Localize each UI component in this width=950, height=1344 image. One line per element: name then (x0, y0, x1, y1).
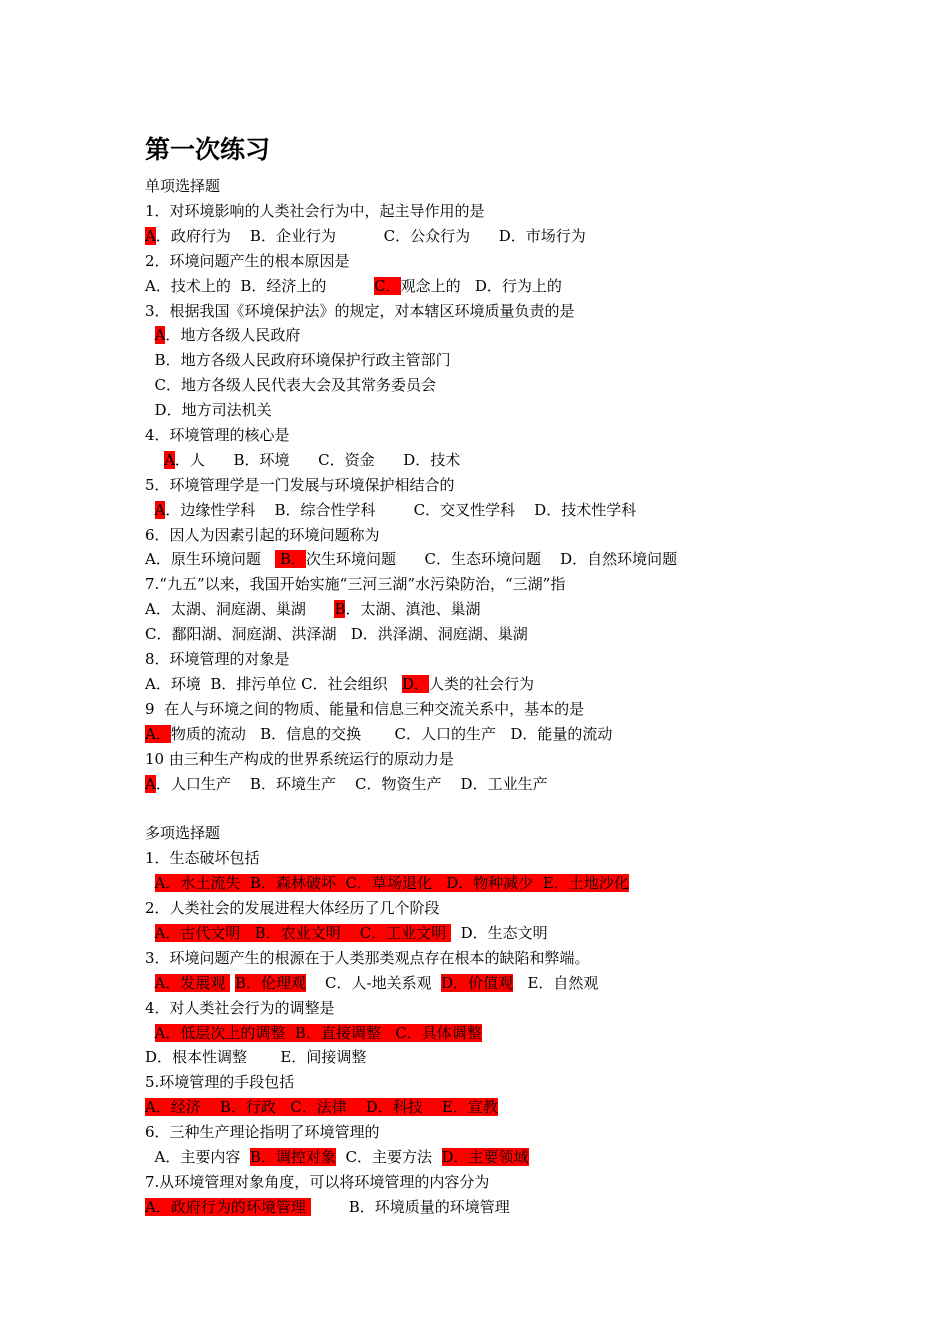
question-text: 7.从环境管理对象角度，可以将环境管理的内容分为 (145, 1173, 490, 1191)
option-text: C．人-地关系观 (305, 974, 442, 992)
answer-highlight: B．调控对象 (249, 1148, 336, 1166)
option-text: C．地方各级人民代表大会及其常务委员会 (154, 376, 437, 394)
answer-highlight: A．水土流失 B．森林破坏 C．草场退化 D．物种减少 E．土地沙化 (154, 874, 629, 892)
section-header-single: 单项选择题 (145, 177, 221, 195)
option-line (145, 1195, 510, 1220)
answer-highlight: B． (275, 550, 306, 568)
option-text: E．自然观 (513, 974, 599, 992)
option-line (145, 772, 548, 797)
option-text: D．根本性调整 E．间接调整 (145, 1048, 367, 1066)
answer-highlight: A．政府行为的环境管理 (145, 1198, 311, 1216)
option-text: A．环境 B．排污单位 C．社会组织 (145, 675, 402, 693)
option-line (145, 722, 612, 747)
option-line (145, 597, 481, 622)
option-text: ．政府行为 B．企业行为 C．公众行为 D．市场行为 (155, 227, 586, 245)
option-text: B．环境质量的环境管理 (310, 1198, 510, 1216)
option-line (145, 323, 300, 348)
option-line (145, 274, 562, 299)
answer-highlight: A (164, 451, 175, 469)
option-text: D．地方司法机关 (154, 401, 272, 419)
option-line (145, 971, 598, 996)
question-text: 6．因人为因素引起的环境问题称为 (145, 526, 380, 544)
option-line (145, 398, 272, 423)
option-line (145, 1045, 366, 1070)
option-line (145, 498, 636, 523)
question-text: 3．环境问题产生的根源在于人类那类观点存在根本的缺陷和弊端。 (145, 949, 590, 967)
option-line (145, 373, 436, 398)
answer-highlight: A (154, 501, 166, 519)
option-text: A．原生环境问题 (145, 550, 276, 568)
option-text (145, 401, 155, 419)
option-line (145, 871, 629, 896)
option-line (145, 547, 677, 572)
question-text: 2．人类社会的发展进程大体经历了几个阶段 (145, 899, 440, 917)
question-text: 8．环境管理的对象是 (145, 650, 290, 668)
option-text: 人类的社会行为 (428, 675, 534, 693)
question-text: 7.“九五”以来，我国开始实施“三河三湖”水污染防治，“三湖”指 (145, 575, 566, 593)
option-text: 物质的流动 B．信息的交换 C．人口的生产 D．能量的流动 (170, 725, 613, 743)
page-title: 第一次练习 (145, 135, 271, 164)
option-text: ．边缘性学科 B．综合性学科 C．交叉性学科 D．技术性学科 (165, 501, 637, 519)
option-text: A．太湖、洞庭湖、巢湖 (145, 600, 335, 618)
question-text: 3．根据我国《环境保护法》的规定，对本辖区环境质量负责的是 (145, 302, 575, 320)
option-text (145, 326, 155, 344)
answer-highlight: A．古代文明 B．农业文明 C．工业文明 (154, 924, 452, 942)
question-text: 6．三种生产理论指明了环境管理的 (145, 1123, 380, 1141)
question-text: 5.环境管理的手段包括 (145, 1073, 295, 1091)
question-text: 4．环境管理的核心是 (145, 426, 290, 444)
option-text (145, 974, 155, 992)
answer-highlight: C． (374, 277, 401, 295)
option-text: ．太湖、滇池、巢湖 (345, 600, 481, 618)
answer-highlight: A (154, 326, 166, 344)
option-line (145, 348, 451, 373)
answer-highlight: A．发展观 (154, 974, 231, 992)
option-line (145, 921, 548, 946)
answer-highlight: A (145, 227, 156, 245)
question-text: 10 由三种生产构成的世界系统运行的原动力是 (145, 750, 454, 768)
option-line (145, 1145, 529, 1170)
question-text: 1．生态破坏包括 (145, 849, 260, 867)
option-text (145, 874, 155, 892)
question-text: 9 在人与环境之间的物质、能量和信息三种交流关系中，基本的是 (145, 700, 585, 718)
option-line (145, 672, 534, 697)
question-text: 2．环境问题产生的根本原因是 (145, 252, 350, 270)
option-line (145, 448, 460, 473)
option-line (145, 622, 528, 647)
option-text (145, 351, 155, 369)
option-text (145, 501, 155, 519)
answer-highlight: A． (145, 725, 171, 743)
option-line (145, 1021, 482, 1046)
answer-highlight: A (145, 775, 156, 793)
answer-highlight: B (334, 600, 346, 618)
option-text: B．地方各级人民政府环境保护行政主管部门 (154, 351, 451, 369)
option-text: C．鄱阳湖、洞庭湖、洪泽湖 D．洪泽湖、洞庭湖、巢湖 (145, 625, 528, 643)
option-text: 观念上的 D．行为上的 (400, 277, 562, 295)
option-text (145, 1024, 155, 1042)
option-text: ．人口生产 B．环境生产 C．物资生产 D．工业生产 (155, 775, 548, 793)
option-text (145, 376, 155, 394)
answer-highlight: D． (401, 675, 429, 693)
answer-highlight: D．主要领域 (441, 1148, 529, 1166)
option-text (145, 451, 164, 469)
section-header-multi: 多项选择题 (145, 824, 221, 842)
option-text: D．生态文明 (451, 924, 548, 942)
option-text: A．主要内容 (145, 1148, 250, 1166)
question-text: 1．对环境影响的人类社会行为中，起主导作用的是 (145, 202, 485, 220)
answer-highlight: D．价值观 (441, 974, 514, 992)
option-line (145, 224, 586, 249)
option-text: ．人 B．环境 C．资金 D．技术 (174, 451, 461, 469)
option-text (145, 924, 155, 942)
question-text: 4．对人类社会行为的调整是 (145, 999, 335, 1017)
option-text: C．主要方法 (335, 1148, 442, 1166)
answer-highlight: A．低层次上的调整 B．直接调整 C．具体调整 (154, 1024, 482, 1042)
option-text: 次生环境问题 C．生态环境问题 D．自然环境问题 (305, 550, 678, 568)
question-text: 5．环境管理学是一门发展与环境保护相结合的 (145, 476, 455, 494)
answer-highlight: A．经济 B．行政 C．法律 D．科技 E．宣教 (145, 1098, 498, 1116)
option-text: A．技术上的 B．经济上的 (145, 277, 375, 295)
option-line (145, 1095, 498, 1120)
option-text: ．地方各级人民政府 (165, 326, 301, 344)
answer-highlight: B．伦理观 (234, 974, 306, 992)
